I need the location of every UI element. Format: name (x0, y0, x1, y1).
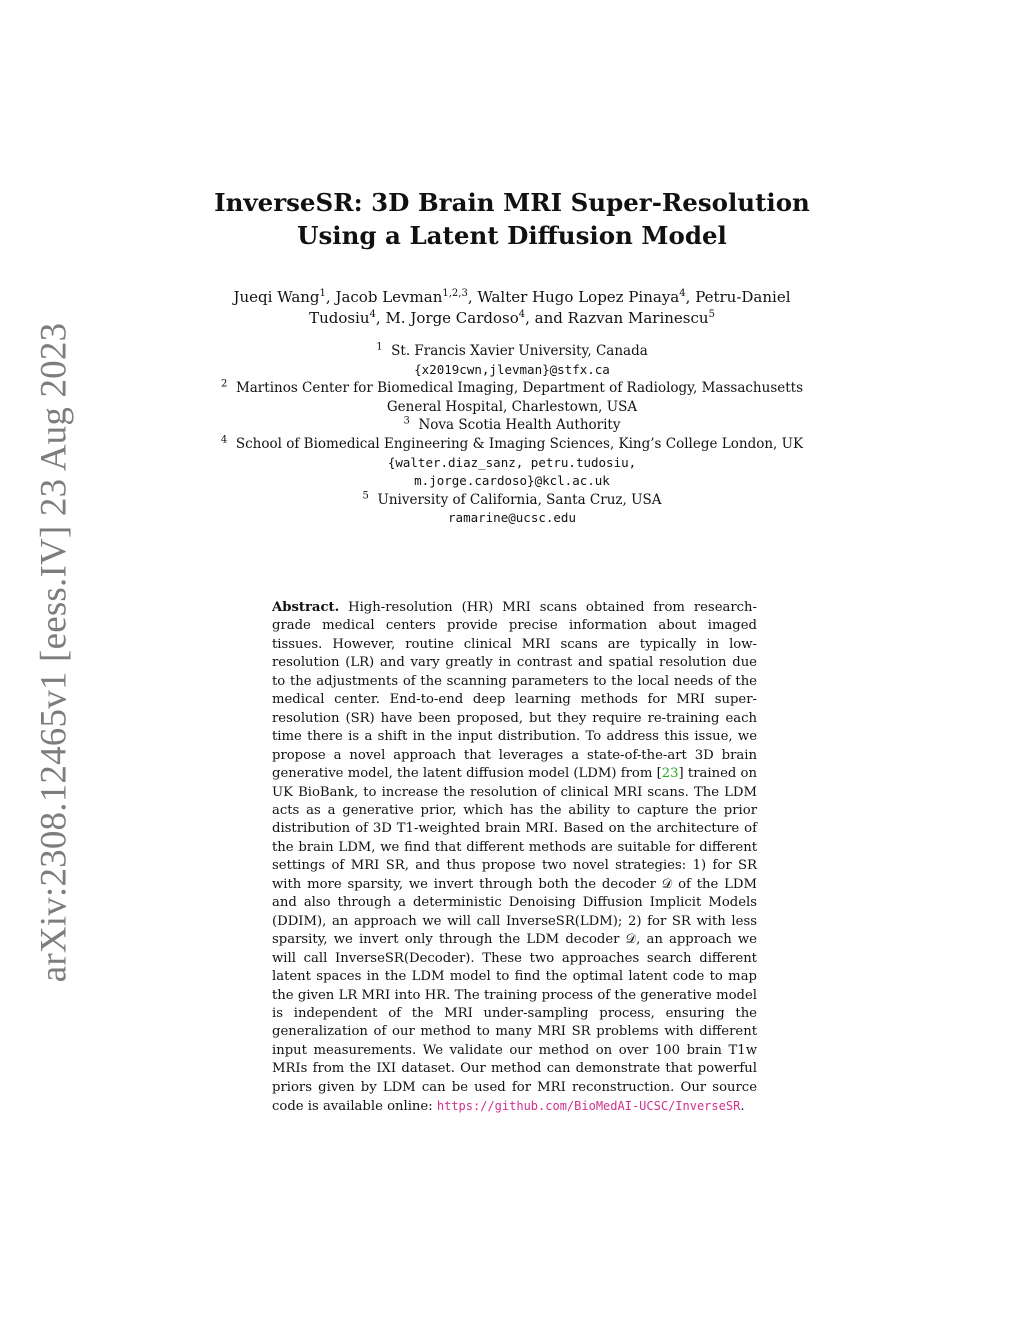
affiliation-text: General Hospital, Charlestown, USA (386, 398, 638, 415)
affiliation-2 (0, 379, 1024, 398)
affiliation-email: {walter.diaz_sanz, petru.tudosiu, (387, 454, 637, 470)
affiliation-mark: 4 (220, 434, 228, 446)
paper-title (0, 186, 1024, 252)
author-affiliation-mark: 1,2,3 (442, 288, 468, 299)
author-affiliation-mark: 5 (708, 309, 715, 320)
title-line-1: InverseSR: 3D Brain MRI Super-Resolution (214, 188, 810, 217)
author-affiliation-mark: 4 (369, 309, 376, 320)
affiliation-text: St. Francis Xavier University, Canada (391, 343, 648, 359)
affiliation-text: School of Biomedical Engineering & Imaging Sciences, King’s College London, UK (235, 435, 804, 452)
affiliation-mark: 1 (376, 341, 383, 353)
affiliation-text: Nova Scotia Health Authority (418, 417, 621, 434)
source-code-link[interactable]: https://github.com/BioMedAI-UCSC/InverseSR (436, 1099, 741, 1114)
author-name: Jacob Levman (335, 288, 443, 306)
abstract-text-continued: ] trained on UK BioBank, to increase the resolution of clinical MRI scans. The LDM acts as a generative prior, which has the ability to capture the prior distribution of 3D T1-weighted brain MRI. Based on the architecture of the brain LDM, we find that different methods are suitable for different settings of MRI SR, and thus propose two novel strategies: 1) for SR with more sparsity, we invert through both the decoder 𝒟 of the LDM and also through a deterministic Denoising Diffusion Implicit Models (DDIM), an approach we will call InverseSR(LDM); 2) for SR with less sparsity, we invert only through the LDM decoder 𝒟, an approach we will call InverseSR(Decoder). These two approaches search different latent spaces in the LDM model to find the optimal latent code to map the given LR MRI into HR. The training process of the generative model is independent of the MRI under-sampling process, ensuring the generalization of our method to many MRI SR problems with different input measurements. We validate our method on over 100 brain T1w MRIs from the IXI dataset. Our method can demonstrate that powerful priors given by LDM can be used for MRI reconstruction. Our source code is available online: (272, 766, 757, 1115)
abstract-label: Abstract. (272, 600, 340, 615)
affiliation-text: Martinos Center for Biomedical Imaging, Department of Radiology, Massachusetts (235, 380, 804, 397)
author-list (217, 287, 807, 329)
author-affiliation-mark: 4 (679, 288, 686, 299)
affiliation-mark: 5 (362, 490, 369, 502)
abstract-text: High-resolution (HR) MRI scans obtained from research-grade medical centers provide precise information about imaged tissues. However, routine clinical MRI scans are typically in low-resolution (LR) and vary greatly in contrast and spatial resolution due to the adjustments of the scanning parameters to the local needs of the medical center. End-to-end deep learning methods for MRI super-resolution (SR) have been proposed, but they require re-training each time there is a shift in the input distribution. To address this issue, we propose a novel approach that leverages a state-of-the-art 3D brain generative model, the latent diffusion model (LDM) from [ (272, 600, 757, 782)
affiliation-4 (0, 435, 1024, 454)
affiliation-mark: 2 (220, 378, 228, 390)
abstract-end: . (740, 1099, 745, 1115)
author-name: Jueqi Wang (233, 288, 320, 306)
author-separator: , (325, 288, 336, 306)
author-name: Razvan Marinescu (567, 309, 709, 327)
affiliation-3 (0, 416, 1024, 435)
affiliation-text: University of California, Santa Cruz, USA (377, 491, 662, 508)
affiliation-email: m.jorge.cardoso}@kcl.ac.uk (414, 473, 610, 489)
affiliation-mark: 3 (403, 415, 410, 427)
author-name: Petru-Daniel Tudosiu (309, 288, 791, 327)
affiliations (0, 342, 1024, 528)
author-affiliation-mark: 1 (319, 288, 326, 299)
author-separator: , (467, 288, 478, 306)
author-name: M. Jorge Cardoso (385, 309, 519, 327)
author-affiliation-mark: 4 (518, 309, 526, 320)
author-separator: , (375, 309, 386, 327)
author-separator: , (685, 288, 696, 306)
affiliation-5 (0, 491, 1024, 510)
affiliation-email: ramarine@ucsc.edu (448, 510, 576, 526)
affiliation-email: {x2019cwn,jlevman}@stfx.ca (414, 361, 610, 377)
author-separator: , and (525, 309, 568, 327)
citation-link[interactable]: 23 (661, 766, 679, 782)
title-line-2: Using a Latent Diffusion Model (297, 221, 727, 250)
arxiv-identifier-text: arXiv:2308.12465v1 [eess.IV] 23 Aug 2023 (33, 322, 75, 982)
affiliation-1 (0, 342, 1024, 361)
abstract (272, 599, 757, 1117)
author-name: Walter Hugo Lopez Pinaya (477, 288, 680, 306)
